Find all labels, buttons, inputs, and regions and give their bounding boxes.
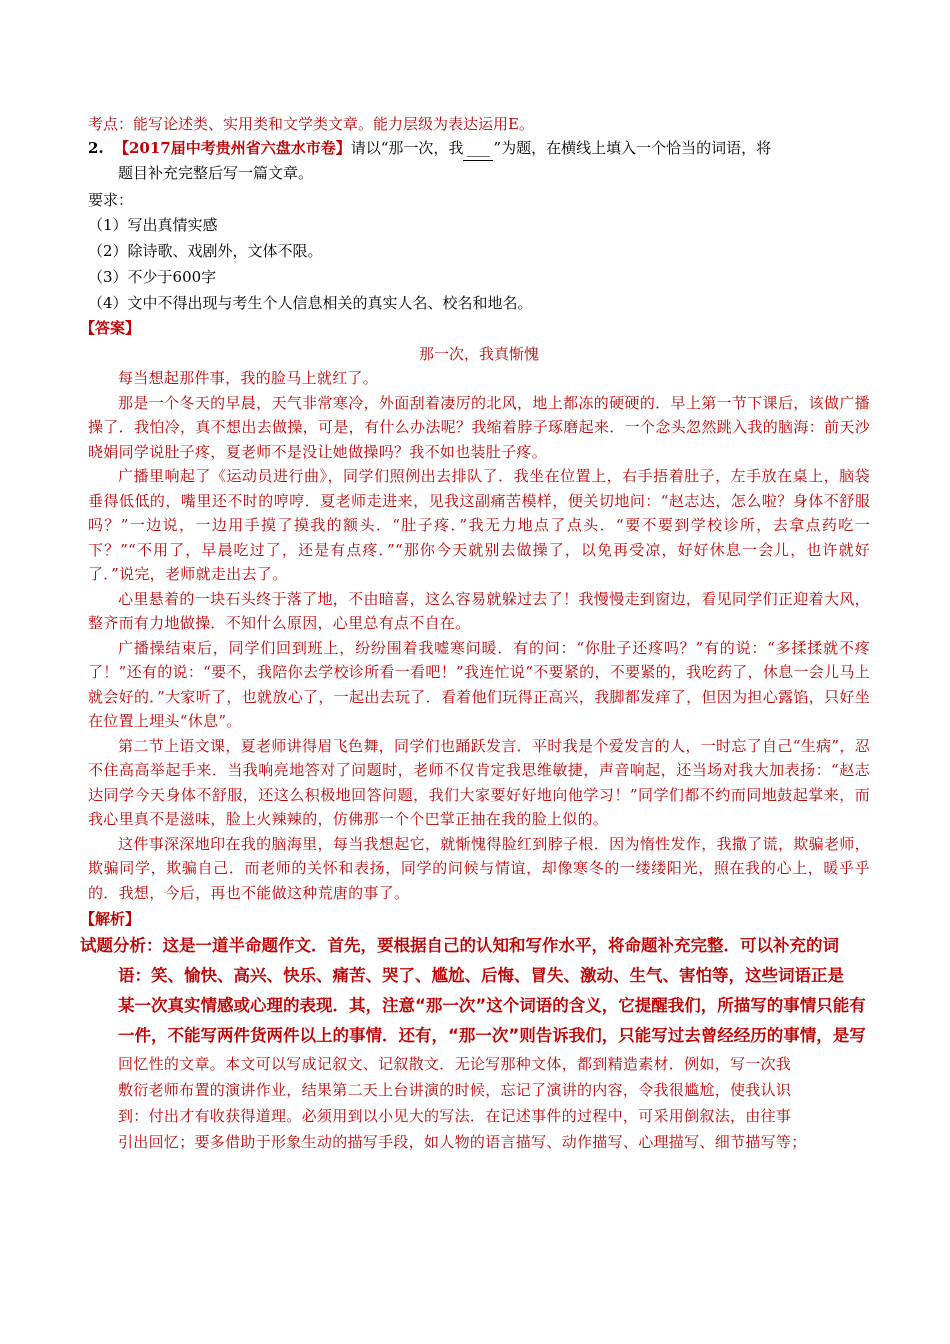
requirements-heading: 要求： — [88, 191, 134, 209]
essay-paragraph: 这件事深深地印在我的脑海里，每当我想起它，就惭愧得脸红到脖子根．因为惰性发作，我撒了谎，欺骗老师，欺骗同学，欺骗自己．而老师的关怀和表扬，同学的问候与情谊，却像寒冬的一缕缕阳光，照在我的心上，暖乎乎的．我想，今后，再也不能做这种荒唐的事了。 — [88, 834, 870, 902]
analysis-line: 某一次真实情感或心理的表现．其，注意“那一次”这个词语的含义，它提醒我们，所描写的事情只能有 — [118, 996, 866, 1015]
question-blank: ___ — [463, 136, 493, 161]
essay-paragraph: 广播里响起了《运动员进行曲》，同学们照例出去排队了．我坐在位置上，右手捂着肚子，左手放在桌上，脑袋垂得低低的，嘴里还不时的哼哼．夏老师走进来，见我这副痛苦模样，便关切地问：“赵志达，怎么啦？身体不舒服吗？”一边说，一边用手摸了摸我的额头．“肚子疼．”我无力地点了点头．“要不要到学校诊所，去拿点药吃一下？”“不用了，早晨吃过了，还是有点疼．”“那你今天就别去做操了，以免再受凉，好好休息一会儿，也许就好了．”说完，老师就走出去了。 — [88, 467, 870, 583]
document-page — [80, 112, 870, 1155]
essay-paragraph: 广播操结束后，同学们回到班上，纷纷围着我嘘寒问暖．有的问：“你肚子还疼吗？”有的说：“多揉揉就不疼了！”还有的说：“要不，我陪你去学校诊所看一看吧！”我连忙说“不要紧的，不要紧的，我吃药了，休息一会儿马上就会好的．”大家听了，也就放心了，一起出去玩了．看着他们玩得正高兴，我脚都发痒了，但因为担心露馅，只好坐在位置上埋头“休息”。 — [88, 638, 870, 730]
requirement-item: （4）文中不得出现与考生个人信息相关的真实人名、校名和地名。 — [88, 294, 533, 312]
analysis-line: 回忆性的文章。本文可以写成记叙文、记叙散文．无论写那种文体，都到精造素材．例如，写一次我 — [118, 1055, 792, 1073]
analysis-line: 敷衍老师布置的演讲作业，结果第二天上台讲演的时候，忘记了演讲的内容，令我很尴尬，使我认识 — [118, 1081, 792, 1099]
analysis-line: 语：笑、愉快、高兴、快乐、痛苦、哭了、尴尬、后悔、冒失、激动、生气、害怕等，这些词语正是 — [118, 966, 844, 985]
question-text-after: ”为题，在横线上填入一个恰当的词语，将 — [493, 139, 772, 157]
essay-paragraph: 每当想起那件事，我的脸马上就红了。 — [118, 369, 379, 387]
analysis-body — [80, 931, 870, 1155]
requirement-item: （3）不少于600字 — [88, 268, 217, 286]
analysis-line: 到：付出才有收获得道理。必须用到以小见大的写法．在记述事件的过程中，可采用倒叙法，由往事 — [118, 1107, 792, 1125]
analysis-line: 引出回忆；要多借助于形象生动的描写手段，如人物的语言描写、动作描写、心理描写、细节描写等； — [118, 1133, 807, 1151]
essay-paragraph: 心里悬着的一块石头终于落了地，不由暗喜，这么容易就躲过去了！我慢慢走到窗边，看见同学们正迎着大风，整齐而有力地做操．不知什么原因，心里总有点不自在。 — [88, 589, 870, 632]
essay-body — [88, 366, 870, 905]
question-line-1 — [88, 136, 870, 161]
requirement-item: （1）写出真情实感 — [88, 216, 218, 234]
answer-label: 【答案】 — [80, 319, 141, 337]
analysis-line: 一件，不能写两件货两件以上的事情．还有，“那一次”则告诉我们，只能写过去曾经经历的事情，是写 — [118, 1026, 866, 1045]
requirements-list — [88, 212, 870, 316]
question-number: 2. — [88, 139, 104, 157]
essay-paragraph: 第二节上语文课，夏老师讲得眉飞色舞，同学们也踊跃发言．平时我是个爱发言的人，一时忘了自己“生病”，忍不住高高举起手来．当我响亮地答对了问题时，老师不仅肯定我思维敏捷，声音响起，还当场对我大加表扬：“赵志达同学今天身体不舒服，还这么积极地回答问题，我们大家要好好地向他学习！”同学们都不约而同地鼓起掌来，而我心里真不是滋味，脸上火辣辣的，仿佛那一个个巴掌正抽在我的脸上似的。 — [88, 736, 870, 828]
requirement-item: （2）除诗歌、戏剧外，文体不限。 — [88, 242, 323, 260]
question-line-2: 题目补充完整后写一篇文章。 — [118, 164, 314, 182]
kaodian-line: 考点：能写论述类、实用类和文学类文章。能力层级为表达运用E。 — [88, 115, 534, 133]
question-source: 【2017届中考贵州省六盘水市卷】 — [114, 139, 351, 157]
question-text-before: 请以“那一次，我 — [350, 139, 464, 157]
analysis-line: 试题分析：这是一道半命题作文．首先，要根据自己的认知和写作水平，将命题补充完整．可以补充的词 — [80, 936, 839, 955]
analysis-label: 【解析】 — [80, 910, 141, 928]
essay-title: 那一次，我真惭愧 — [418, 345, 539, 363]
essay-paragraph: 那是一个冬天的早晨，天气非常寒冷，外面刮着凄厉的北风，地上都冻的硬硬的．早上第一节下课后，该做广播操了．我怕冷，真不想出去做操，可是，有什么办法呢？我缩着脖子琢磨起来．一个念头忽然跳入我的脑海：前天沙晓娟同学说肚子疼，夏老师不是没让她做操吗？我不如也装肚子疼。 — [88, 393, 870, 461]
